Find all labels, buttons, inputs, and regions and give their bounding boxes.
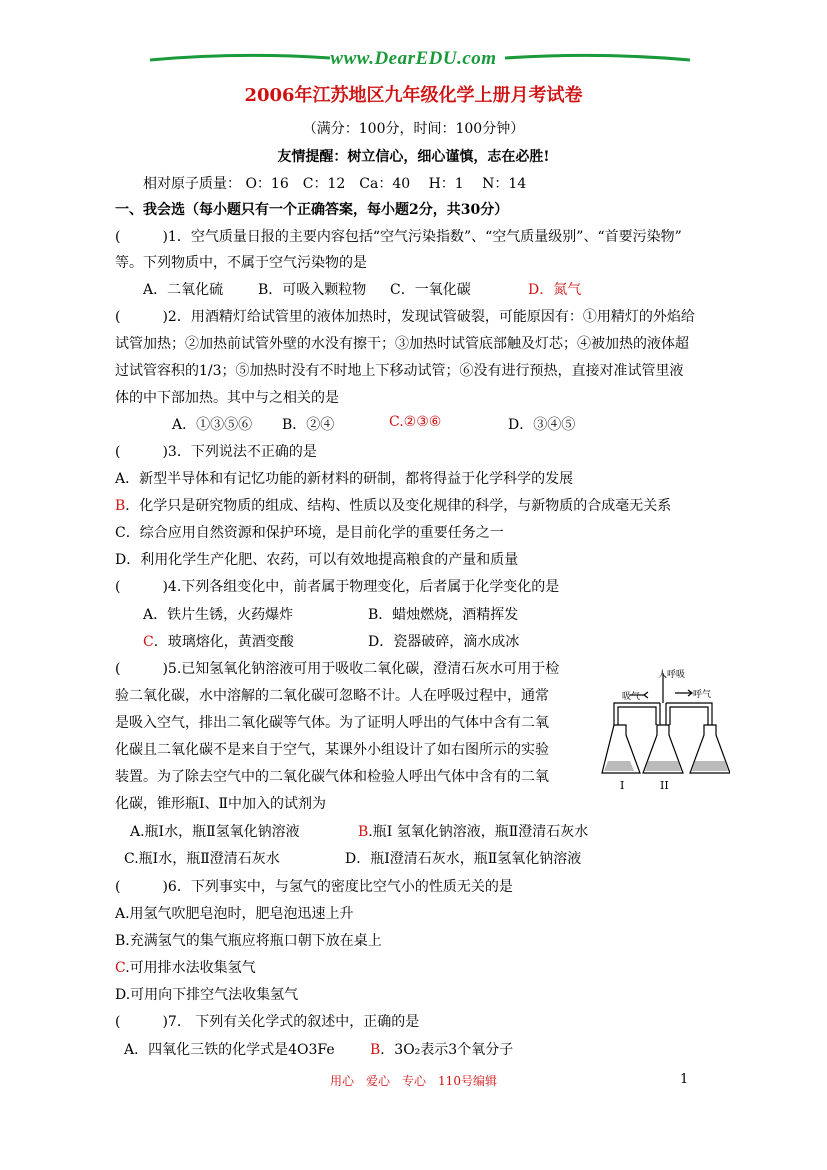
apparatus-figure: [600, 665, 730, 795]
q2-line2: 试管加热；②加热前试管外壁的水没有擦干；③加热时试管底部触及灯芯；④被加热的液体超: [115, 336, 689, 352]
q1-option-c: C．一氧化碳: [390, 282, 471, 298]
exam-meta: （满分：100分，时间：100分钟）: [302, 121, 525, 137]
q5-option-a: A.瓶Ⅰ水，瓶Ⅱ氢氧化钠溶液: [130, 824, 300, 840]
q4-stem: ( )4.下列各组变化中，前者属于物理变化，后者属于化学变化的是: [115, 579, 560, 595]
q4-option-b: B．蜡烛燃烧，酒精挥发: [368, 607, 519, 623]
q1-option-b: B．可吸入颗粒物: [258, 282, 367, 298]
q4-option-c-text: ．玻璃熔化，黄酒变酸: [153, 634, 294, 650]
figure-label-out: 呼气: [693, 690, 712, 700]
q6-option-c: C.可用排水法收集氢气: [115, 960, 256, 976]
page-number: 1: [680, 1072, 689, 1087]
q1-line1: ( )1．空气质量日报的主要内容包括“空气污染指数”、“空气质量级别”、“首要污染物”: [115, 229, 682, 245]
q7-option-a: A．四氧化三铁的化学式是4O3Fe: [124, 1042, 335, 1058]
q3-option-b: B．化学只是研究物质的组成、结构、性质以及变化规律的科学，与新物质的合成毫无关系: [115, 498, 672, 514]
q3-option-a: A．新型半导体和有记忆功能的新材料的研制，都将得益于化学科学的发展: [115, 471, 574, 487]
q1-line2: 等。下列物质中，不属于空气污染物的是: [115, 255, 367, 271]
q7-option-b: B．3O₂表示3个氧分子: [370, 1042, 514, 1058]
reminder: 友情提醒：树立信心，细心谨慎，志在必胜!: [277, 149, 550, 165]
q2-option-d: D．③④⑤: [508, 417, 576, 433]
q5-option-b-text: .瓶Ⅰ 氢氧化钠溶液，瓶Ⅱ澄清石灰水: [368, 824, 589, 840]
q2-line3: 过试管容积的1/3；⑤加热时没有不时地上下移动试管；⑥没有进行预热，直接对准试管里液: [115, 363, 684, 379]
q5-line5: 装置。为了除去空气中的二氧化碳气体和检验人呼出气体中含有的二氧: [115, 769, 549, 785]
q6-option-d: D.可用向下排空气法收集氢气: [115, 987, 299, 1003]
q3-stem: ( )3．下列说法不正确的是: [115, 444, 317, 460]
figure-label-in: 吸气: [622, 692, 641, 702]
q4-option-a: A．铁片生锈，火药爆炸: [143, 607, 294, 623]
q5-option-c: C.瓶Ⅰ水，瓶Ⅱ澄清石灰水: [124, 851, 280, 867]
q5-option-d: D．瓶Ⅰ澄清石灰水，瓶Ⅱ氢氧化钠溶液: [345, 851, 582, 867]
q5-line2: 验二氧化碳，水中溶解的二氧化碳可忽略不计。人在呼吸过程中，通常: [115, 688, 549, 704]
q1-option-a: A．二氧化硫: [143, 282, 224, 298]
q3-option-d: D．利用化学生产化肥、农药，可以有效地提高粮食的产量和质量: [115, 552, 519, 568]
q6-option-b: B.充满氢气的集气瓶应将瓶口朝下放在桌上: [115, 933, 382, 949]
q2-line4: 体的中下部加热。其中与之相关的是: [115, 390, 339, 406]
q5-line1: ( )5.已知氢氧化钠溶液可用于吸收二氧化碳，澄清石灰水可用于检: [115, 661, 560, 677]
figure-label-person: 人呼吸: [658, 670, 686, 680]
q2-line1: ( )2．用酒精灯给试管里的液体加热时，发现试管破裂，可能原因有：①用精灯的外焰给: [115, 309, 695, 325]
q3-option-b-text: ．化学只是研究物质的组成、结构、性质以及变化规律的科学，与新物质的合成毫无关系: [125, 498, 672, 514]
q4-option-d: D．瓷器破碎，滴水成冰: [368, 634, 520, 650]
q7-option-b-text: ．3O₂表示3个氧分子: [380, 1042, 514, 1058]
q3-option-c: C．综合应用自然资源和保护环境，是目前化学的重要任务之一: [115, 525, 504, 541]
q6-stem: ( )6．下列事实中，与氢气的密度比空气小的性质无关的是: [115, 879, 513, 895]
q2-option-c: C.②③⑥: [389, 414, 442, 430]
q6-option-c-text: .可用排水法收集氢气: [125, 960, 256, 976]
q2-option-b: B．②④: [282, 417, 335, 433]
q4-option-c: C．玻璃熔化，黄酒变酸: [143, 634, 294, 650]
exam-title: 2006年江苏地区九年级化学上册月考试卷: [244, 85, 583, 106]
q5-line3: 是吸入空气，排出二氧化碳等气体。为了证明人呼出的气体中含有二氧: [115, 715, 549, 731]
site-url: www.DearEDU.com: [330, 48, 497, 69]
section-heading: 一、我会选（每小题只有一个正确答案，每小题2分，共30分）: [115, 202, 509, 218]
q7-stem: ( )7. 下列有关化学式的叙述中，正确的是: [115, 1014, 420, 1030]
q5-line4: 化碳且二氧化碳不是来自于空气，某课外小组设计了如右图所示的实验: [115, 742, 549, 758]
q1-option-d: D．氮气: [528, 282, 582, 298]
atomic-mass: 相对原子质量： O：16 C：12 Ca：40 H：1 N：14: [143, 176, 527, 192]
figure-label-ii: II: [660, 779, 669, 792]
q5-option-b: B.瓶Ⅰ 氢氧化钠溶液，瓶Ⅱ澄清石灰水: [358, 824, 589, 840]
footer-text: 用心 爱心 专心 110号编辑: [330, 1074, 497, 1088]
figure-label-i: I: [620, 779, 625, 792]
q5-line6: 化碳，锥形瓶Ⅰ、Ⅱ中加入的试剂为: [115, 796, 327, 812]
q2-option-a: A．①③⑤⑥: [172, 417, 253, 433]
q6-option-a: A.用氢气吹肥皂泡时，肥皂泡迅速上升: [115, 906, 354, 922]
